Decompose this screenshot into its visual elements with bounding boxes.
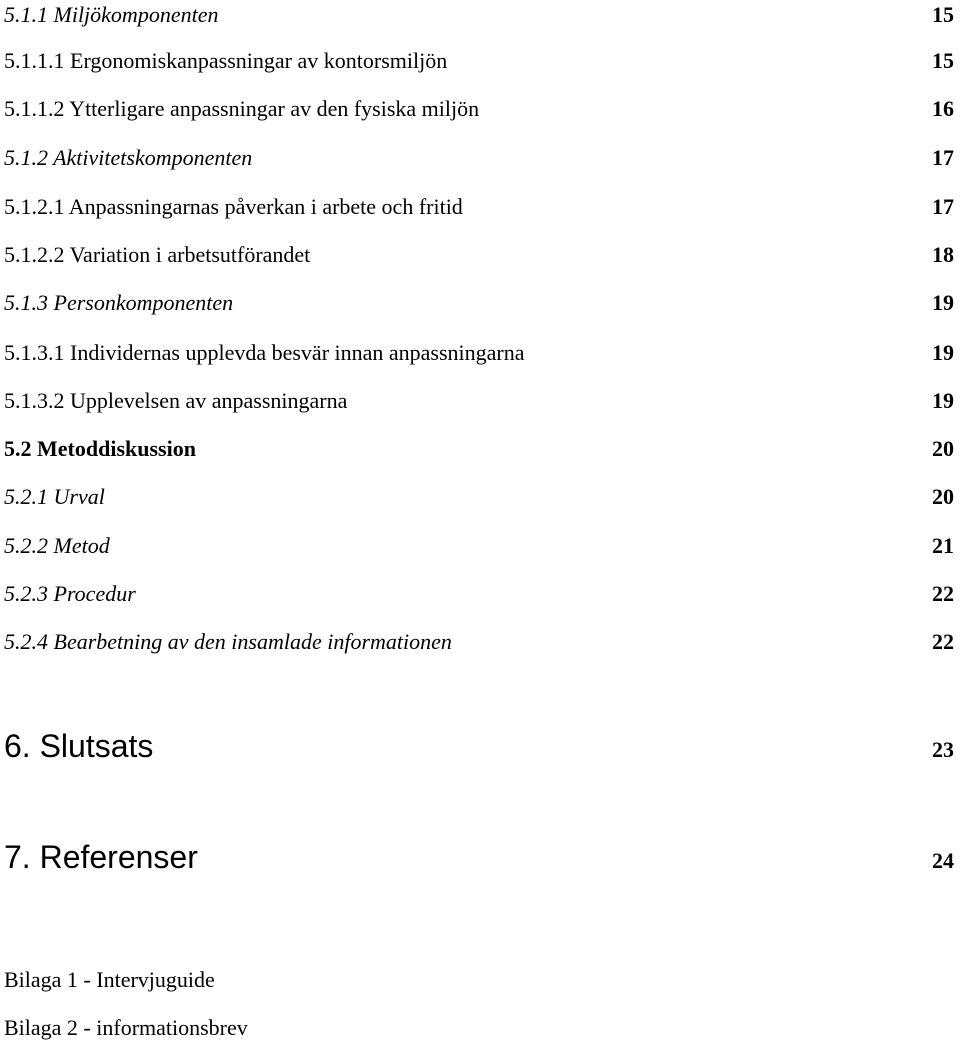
toc-entry-5-1-1[interactable] (4, 0, 954, 30)
toc-entry-label: 5.1.3.2 Upplevelsen av anpassningarna (4, 388, 348, 413)
toc-entry-5-2-2[interactable] (4, 531, 954, 561)
toc-entry-label: 5.2.4 Bearbetning av den insamlade informationen (4, 629, 452, 654)
toc-entry-5-1-1-2[interactable] (4, 94, 954, 124)
toc-entry-page: 19 (932, 340, 954, 365)
toc-entry-label: 5.1.3 Personkomponenten (4, 290, 234, 315)
toc-entry-5-1-2-1[interactable] (4, 192, 954, 222)
toc-entry-page: 21 (932, 533, 954, 558)
toc-entry-label: 5.1.3.1 Individernas upplevda besvär innan anpassningarna (4, 340, 525, 365)
toc-entry-page: 17 (932, 194, 954, 219)
toc-entry-label: 5.1.1.2 Ytterligare anpassningar av den fysiska miljön (4, 96, 480, 121)
toc-entry-5-2-3[interactable] (4, 579, 954, 609)
toc-entry-page: 15 (932, 2, 954, 27)
appendix-1[interactable]: Bilaga 1 - Intervjuguide (4, 967, 215, 992)
toc-chapter-page: 24 (932, 848, 954, 873)
toc-entry-page: 15 (932, 48, 954, 73)
toc-entry-label: 5.2.3 Procedur (4, 581, 136, 606)
toc-entry-label: 5.2 Metoddiskussion (4, 436, 196, 461)
toc-entry-label: 5.1.2.1 Anpassningarnas påverkan i arbete och fritid (4, 194, 463, 219)
toc-entry-page: 20 (932, 436, 954, 461)
toc-entry-page: 20 (932, 484, 954, 509)
toc-entry-label: 5.2.1 Urval (4, 484, 105, 509)
toc-chapter-6[interactable] (4, 724, 954, 768)
toc-entry-label: 5.1.2 Aktivitetskomponenten (4, 145, 253, 170)
toc-entry-5-1-3-1[interactable] (4, 338, 954, 368)
toc-entry-page: 22 (932, 581, 954, 606)
toc-entry-5-1-2-2[interactable] (4, 240, 954, 270)
toc-entry-5-2-1[interactable] (4, 482, 954, 512)
toc-chapter-label: 6. Slutsats (4, 728, 154, 764)
toc-chapter-7[interactable] (4, 835, 954, 879)
toc-entry-page: 19 (932, 388, 954, 413)
toc-entry-page: 16 (932, 96, 954, 121)
toc-entry-label: 5.1.2.2 Variation i arbetsutförandet (4, 242, 311, 267)
toc-entry-page: 17 (932, 145, 954, 170)
toc-entry-page: 19 (932, 290, 954, 315)
toc-chapter-label: 7. Referenser (4, 839, 198, 875)
toc-entry-5-1-1-1[interactable] (4, 46, 954, 76)
toc-entry-5-2-4[interactable] (4, 627, 954, 657)
toc-entry-label: 5.1.1 Miljökomponenten (4, 2, 219, 27)
toc-entry-5-1-2[interactable] (4, 143, 954, 173)
toc-entry-label: 5.1.1.1 Ergonomiskanpassningar av kontorsmiljön (4, 48, 448, 73)
toc-chapter-page: 23 (932, 737, 954, 762)
toc-entry-label: 5.2.2 Metod (4, 533, 110, 558)
toc-entry-5-2[interactable] (4, 434, 954, 464)
toc-entry-page: 22 (932, 629, 954, 654)
appendix-2[interactable]: Bilaga 2 - informationsbrev (4, 1015, 248, 1040)
toc-entry-5-1-3[interactable] (4, 288, 954, 318)
toc-entry-page: 18 (932, 242, 954, 267)
toc-entry-5-1-3-2[interactable] (4, 386, 954, 416)
